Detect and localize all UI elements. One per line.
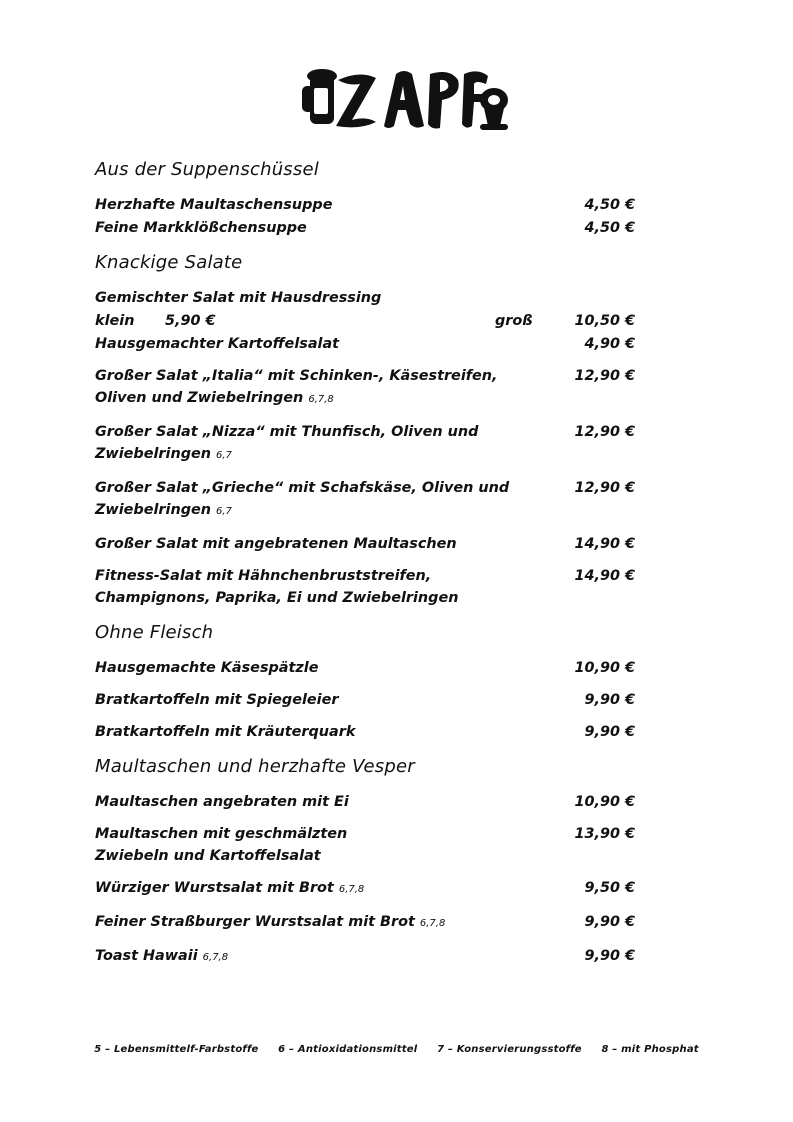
- item-price: 4,90 €: [584, 336, 635, 352]
- additives-legend: [0, 1044, 793, 1055]
- zapf-logo: [300, 64, 510, 138]
- item-price: 12,90 €: [574, 480, 635, 496]
- item-price: 4,50 €: [584, 197, 635, 213]
- item-price: 9,90 €: [584, 948, 635, 964]
- size-small-price: 5,90 €: [165, 313, 216, 329]
- menu: [95, 158, 635, 981]
- section-salads: [95, 251, 635, 609]
- item-name: Bratkartoffeln mit Kräuterquark: [95, 724, 356, 740]
- menu-item: [95, 533, 635, 555]
- legend-item: 6 – Antioxidationsmittel: [278, 1044, 418, 1055]
- menu-item: [95, 791, 635, 813]
- menu-item: [95, 823, 635, 867]
- section-title: Aus der Suppenschüssel: [95, 159, 319, 180]
- item-name: Feine Markklößchensuppe: [95, 220, 307, 236]
- menu-item: [95, 689, 635, 711]
- item-price: 14,90 €: [574, 568, 635, 584]
- item-name: Maultaschen mit geschmälzten Zwiebeln und Kartoffelsalat: [95, 826, 348, 864]
- menu-item: [95, 365, 635, 411]
- item-name: Hausgemachte Käsespätzle: [95, 660, 319, 676]
- menu-item: [95, 333, 635, 355]
- beer-mug-icon: [302, 69, 337, 124]
- item-name: Gemischter Salat mit Hausdressing: [95, 290, 382, 306]
- section-title: Ohne Fleisch: [95, 622, 214, 643]
- legend-item: 7 – Konservierungsstoffe: [437, 1044, 582, 1055]
- menu-item: [95, 421, 635, 467]
- legend-item: 5 – Lebensmittelf-Farbstoffe: [94, 1044, 259, 1055]
- section-vegetarian: [95, 621, 635, 743]
- item-name: Toast Hawaii 6,7,8: [95, 948, 229, 964]
- item-price: 10,90 €: [574, 794, 635, 810]
- size-large-price: 10,50 €: [574, 313, 635, 329]
- item-price: 9,90 €: [584, 914, 635, 930]
- item-name: Bratkartoffeln mit Spiegeleier: [95, 692, 339, 708]
- menu-item: [95, 287, 635, 309]
- additive-codes: 6,7: [216, 450, 232, 461]
- item-name: Würziger Wurstsalat mit Brot 6,7,8: [95, 880, 365, 896]
- section-title: Knackige Salate: [95, 252, 243, 273]
- menu-item: [95, 217, 635, 239]
- item-price: 13,90 €: [574, 826, 635, 842]
- item-name: Großer Salat „Grieche“ mit Schafskäse, Oliven und Zwiebelringen 6,7: [95, 480, 510, 518]
- item-price: 14,90 €: [574, 536, 635, 552]
- additive-codes: 6,7,8: [202, 952, 229, 963]
- item-name: Maultaschen angebraten mit Ei: [95, 794, 349, 810]
- item-price: 9,50 €: [584, 880, 635, 896]
- additive-codes: 6,7,8: [338, 884, 365, 895]
- item-price: 9,90 €: [584, 724, 635, 740]
- item-name: Großer Salat „Nizza“ mit Thunfisch, Oliven und Zwiebelringen 6,7: [95, 424, 479, 462]
- menu-item: [95, 911, 635, 935]
- item-name: Fitness-Salat mit Hähnchenbruststreifen, Champignons, Paprika, Ei und Zwiebelringen: [95, 568, 459, 606]
- size-price-row: [95, 310, 635, 332]
- additive-codes: 6,7,8: [308, 394, 334, 405]
- menu-item: [95, 721, 635, 743]
- menu-item: [95, 477, 635, 523]
- menu-item: [95, 194, 635, 216]
- section-soups: [95, 158, 635, 239]
- item-name: Herzhafte Maultaschensuppe: [95, 197, 333, 213]
- item-price: 12,90 €: [574, 424, 635, 440]
- section-title: Maultaschen und herzhafte Vesper: [95, 756, 415, 777]
- item-price: 4,50 €: [584, 220, 635, 236]
- section-maultaschen-vesper: [95, 755, 635, 969]
- size-large-label: groß: [495, 313, 533, 329]
- legend-item: 8 – mit Phosphat: [601, 1044, 699, 1055]
- item-price: 10,90 €: [574, 660, 635, 676]
- additive-codes: 6,7: [216, 506, 232, 517]
- logo-letters: [336, 71, 488, 129]
- item-name: Großer Salat mit angebratenen Maultaschen: [95, 536, 457, 552]
- item-price: 9,90 €: [584, 692, 635, 708]
- menu-item: [95, 657, 635, 679]
- menu-item: [95, 877, 635, 901]
- item-name: Feiner Straßburger Wurstsalat mit Brot 6,7,8: [95, 914, 446, 930]
- item-price: 12,90 €: [574, 368, 635, 384]
- menu-item: [95, 565, 635, 609]
- item-name: Hausgemachter Kartoffelsalat: [95, 336, 340, 352]
- bread-icon: [480, 88, 508, 130]
- menu-item: [95, 945, 635, 969]
- item-name: Großer Salat „Italia“ mit Schinken-, Käsestreifen, Oliven und Zwiebelringen 6,7,8: [95, 368, 498, 406]
- size-small-label: klein: [95, 313, 135, 329]
- additive-codes: 6,7,8: [419, 918, 446, 929]
